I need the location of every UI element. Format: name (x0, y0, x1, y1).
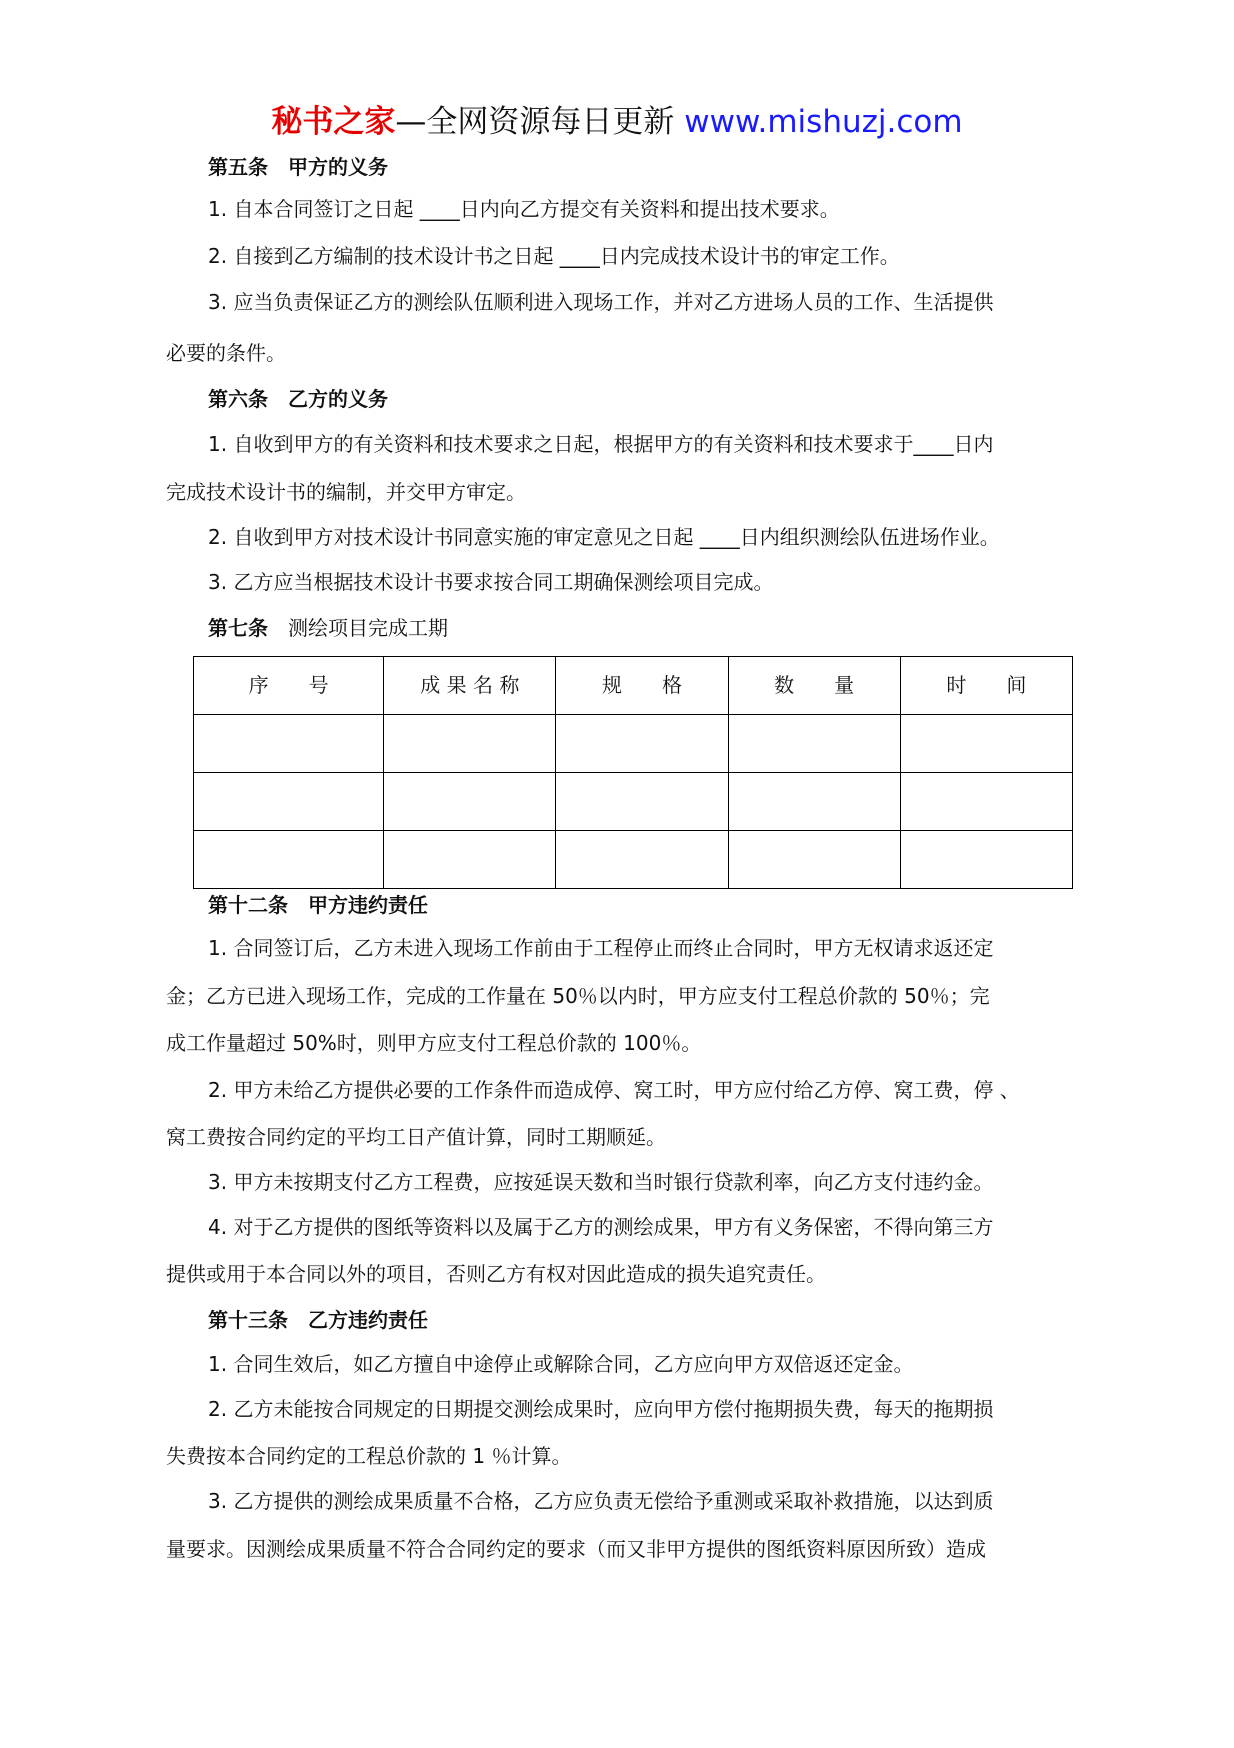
table-cell (728, 831, 900, 889)
article13-item3-line2: 量要求。因测绘成果质量不符合合同约定的要求（而又非甲方提供的图纸资料原因所致）造成 (166, 1537, 986, 1561)
table-cell (194, 831, 384, 889)
article5-item3-line1: 3. 应当负责保证乙方的测绘队伍顺利进入现场工作，并对乙方进场人员的工作、生活提供 (208, 290, 994, 314)
article7-heading-text: 测绘项目完成工期 (268, 616, 448, 640)
table-header-row (194, 657, 1073, 715)
article13-item1: 1. 合同生效后，如乙方擅自中途停止或解除合同，乙方应向甲方双倍返还定金。 (208, 1352, 914, 1376)
table-header-cell: 规 格 (556, 657, 728, 715)
article12-item2-line1: 2. 甲方未给乙方提供必要的工作条件而造成停、窝工时，甲方应付给乙方停、窝工费，停 、 (208, 1078, 1020, 1102)
table-cell (556, 831, 728, 889)
article5-heading: 第五条 甲方的义务 (208, 155, 388, 179)
article6-item1-line1: 1. 自收到甲方的有关资料和技术要求之日起，根据甲方的有关资料和技术要求于____日内 (208, 432, 994, 456)
table-cell (384, 831, 556, 889)
table-cell (384, 773, 556, 831)
table-cell (194, 715, 384, 773)
banner-url[interactable]: www.mishuzj.com (684, 104, 963, 140)
table-cell (556, 715, 728, 773)
watermark-banner (0, 102, 1234, 142)
article12-item2-line2: 窝工费按合同约定的平均工日产值计算，同时工期顺延。 (166, 1125, 666, 1149)
table-cell (900, 773, 1072, 831)
table-cell (728, 715, 900, 773)
table-header-cell: 数 量 (728, 657, 900, 715)
article6-item2: 2. 自收到甲方对技术设计书同意实施的审定意见之日起 ____日内组织测绘队伍进场作业。 (208, 525, 1000, 549)
table-cell (384, 715, 556, 773)
table-cell (900, 831, 1072, 889)
completion-schedule-table (193, 656, 1073, 889)
article6-item1-line2: 完成技术设计书的编制，并交甲方审定。 (166, 480, 526, 504)
table-row (194, 715, 1073, 773)
table-header-cell: 成 果 名 称 (384, 657, 556, 715)
article13-heading: 第十三条 乙方违约责任 (208, 1308, 428, 1332)
banner-brand: 秘书之家 (271, 104, 396, 140)
table-cell (728, 773, 900, 831)
article13-item2-line1: 2. 乙方未能按合同规定的日期提交测绘成果时，应向甲方偿付拖期损失费，每天的拖期损 (208, 1397, 994, 1421)
article12-item4-line1: 4. 对于乙方提供的图纸等资料以及属于乙方的测绘成果，甲方有义务保密，不得向第三方 (208, 1215, 994, 1239)
table-cell (556, 773, 728, 831)
article7-heading-label: 第七条 (208, 616, 268, 640)
article5-item3-line2: 必要的条件。 (166, 341, 286, 365)
article7-heading (208, 614, 448, 642)
table-row (194, 831, 1073, 889)
table-header-cell: 时 间 (900, 657, 1072, 715)
article6-item3: 3. 乙方应当根据技术设计书要求按合同工期确保测绘项目完成。 (208, 570, 774, 594)
article12-item1-line2: 金；乙方已进入现场工作，完成的工作量在 50％以内时，甲方应支付工程总价款的 50％；完 (166, 984, 990, 1008)
article12-item4-line2: 提供或用于本合同以外的项目，否则乙方有权对因此造成的损失追究责任。 (166, 1262, 826, 1286)
banner-tagline: —全网资源每日更新 (395, 104, 675, 140)
table-cell (900, 715, 1072, 773)
article12-item1-line3: 成工作量超过 50%时，则甲方应支付工程总价款的 100％。 (166, 1031, 702, 1055)
article12-item1-line1: 1. 合同签订后，乙方未进入现场工作前由于工程停止而终止合同时，甲方无权请求返还定 (208, 936, 994, 960)
article6-heading: 第六条 乙方的义务 (208, 387, 388, 411)
article5-item2: 2. 自接到乙方编制的技术设计书之日起 ____日内完成技术设计书的审定工作。 (208, 244, 900, 268)
table-row (194, 773, 1073, 831)
table-header-cell: 序 号 (194, 657, 384, 715)
article12-item3: 3. 甲方未按期支付乙方工程费，应按延误天数和当时银行贷款利率，向乙方支付违约金。 (208, 1170, 994, 1194)
article12-heading: 第十二条 甲方违约责任 (208, 893, 428, 917)
article5-item1: 1. 自本合同签订之日起 ____日内向乙方提交有关资料和提出技术要求。 (208, 197, 840, 221)
article13-item3-line1: 3. 乙方提供的测绘成果质量不合格，乙方应负责无偿给予重测或采取补救措施，以达到质 (208, 1489, 994, 1513)
table-cell (194, 773, 384, 831)
article13-item2-line2: 失费按本合同约定的工程总价款的 1 ％计算。 (166, 1444, 572, 1468)
